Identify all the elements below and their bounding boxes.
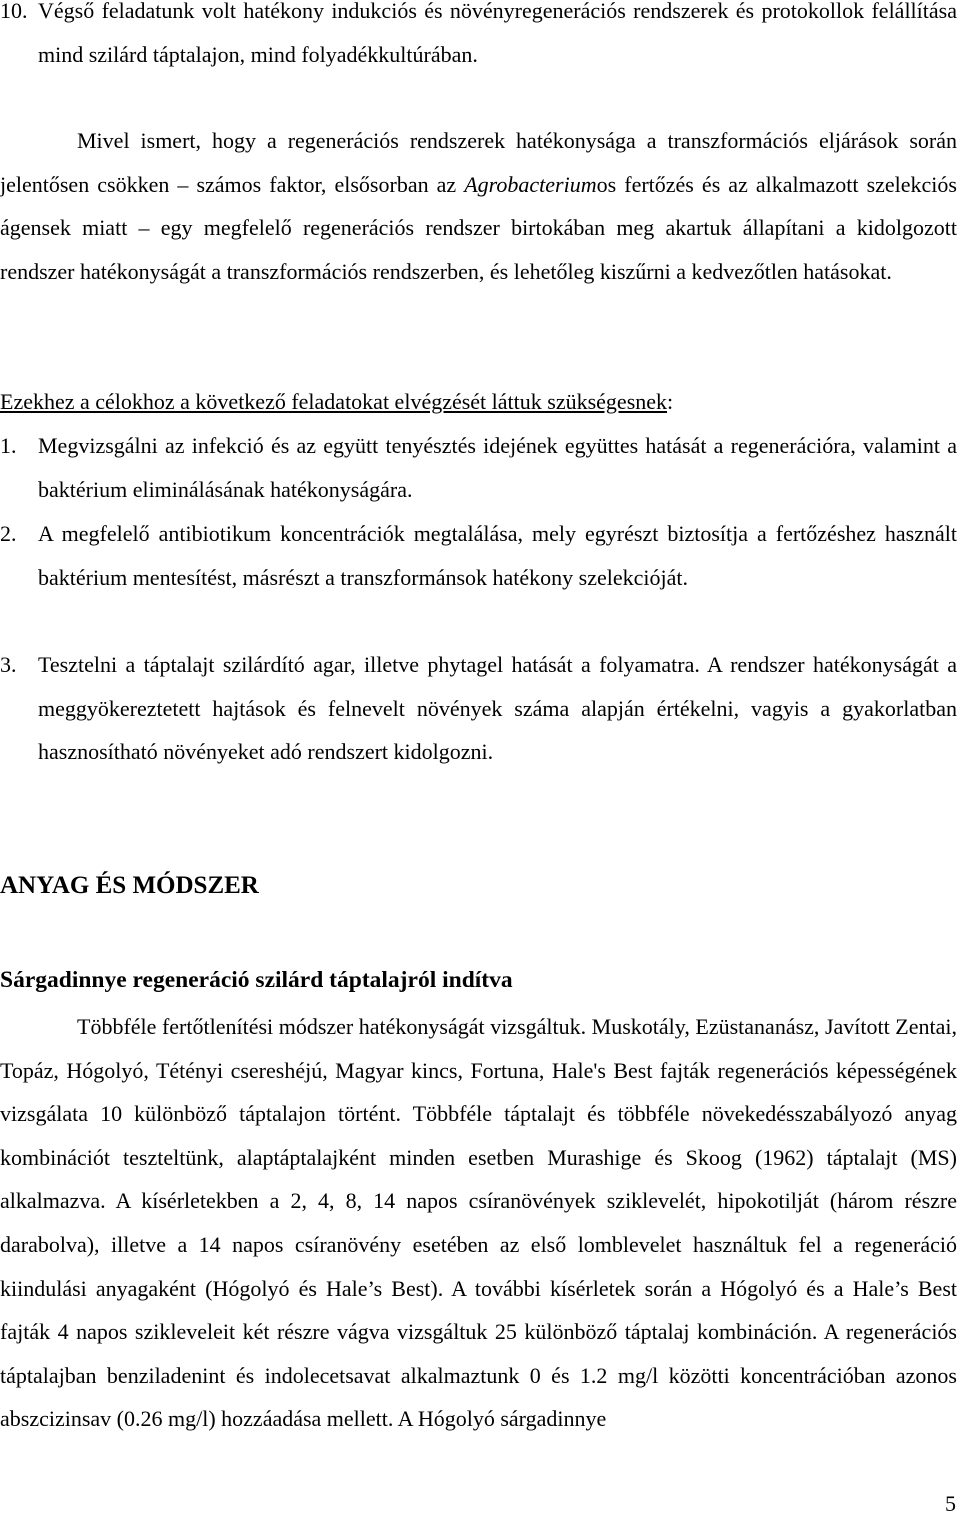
goal-item-2: [0, 512, 957, 599]
goal-number: 3.: [0, 652, 17, 677]
intro-paragraph-text-b: os fertőzés és az alkalmazott szelekciós ágensek miatt – egy megfelelő regenerációs rendszer birtokában meg akartuk állapítani a kidolgozott rendszer hatékonyságát a transzformációs rendszerben, és lehetőleg kiszűrni a kedvezőtlen hatásokat.: [0, 171, 957, 284]
intro-paragraph-italic: Agrobacterium: [464, 171, 597, 197]
list-item-text: Végső feladatunk volt hatékony indukciós és növényregenerációs rendszerek és protokollok felállítása mind szilárd táptalajon, mind folyadékkultúrában.: [38, 0, 957, 67]
goal-text: A megfelelő antibiotikum koncentrációk megtalálása, mely egyrészt biztosítja a fertőzéshez használt baktérium mentesítést, másrészt a transzformánsok hatékony szelekcióját.: [38, 521, 957, 590]
goal-text: Megvizsgálni az infekció és az együtt tenyésztés idejének együttes hatását a regenerációra, valamint a baktérium eliminálásának hatékonyságára.: [38, 433, 957, 502]
methods-paragraph: Többféle fertőtlenítési módszer hatékonyságát vizsgáltuk. Muskotály, Ezüstananász, Javított Zentai, Topáz, Hógolyó, Tétényi csereshéjú, Magyar kincs, Fortuna, Hale's Best fajták regenerációs képességének vizsgálata 10 különböző táptalajon történt. Többféle táptalajt és többféle növekedésszabályozó anyag kombinációt teszteltünk, alaptáptalajként minden esetben Murashige és Skoog (1962) táptalajt (MS) alkalmazva. A kísérletekben a 2, 4, 8, 14 napos csíranövények sziklevelét, hipokotilját (három részre darabolva), illetve a 14 napos csíranövény esetében az első lomblevelet használtuk fel a regeneráció kiindulási anyagaként (Hógolyó és Hale’s Best). A további kísérletek során a Hógolyó és a Hale’s Best fajták 4 napos szikleveleit két részre vágva vizsgáltuk 25 különböző táptalaj kombináción. A regenerációs táptalajban benziladenint és indolecetsavat alkalmaztunk 0 és 1.2 mg/l közötti koncentrációban azonos abszcizinsav (0.26 mg/l) hozzáadása mellett. A Hógolyó sárgadinnye: [0, 1014, 957, 1432]
goal-number: 1.: [0, 433, 17, 458]
goal-item-3: [0, 643, 957, 774]
goals-intro-colon: :: [667, 389, 674, 414]
page-number: 5: [945, 1491, 956, 1516]
section-heading: ANYAG ÉS MÓDSZER: [0, 872, 259, 899]
list-item-10: [0, 0, 957, 76]
list-item-number: 10.: [0, 0, 28, 23]
goal-number: 2.: [0, 521, 17, 546]
goals-intro: [0, 380, 957, 424]
intro-paragraph: [0, 119, 957, 293]
goal-item-1: [0, 424, 957, 511]
intro-paragraph-text-a: Mivel ismert, hogy a regenerációs rendszerek hatékonysága a transzformációs eljárások során jelentősen csökken – számos faktor, elsősorban az: [0, 128, 957, 197]
goal-text: Tesztelni a táptalajt szilárdító agar, illetve phytagel hatását a folyamatra. A rendszer hatékonyságát a meggyökereztetett hajtások és felnevelt növények száma alapján értékelni, vagyis a gyakorlatban hasznosítható növényeket adó rendszert kidolgozni.: [38, 652, 957, 765]
subsection-heading: Sárgadinnye regeneráció szilárd táptalajról indítva: [0, 967, 513, 993]
goals-intro-underlined: Ezekhez a célokhoz a következő feladatokat elvégzését láttuk szükségesnek: [0, 389, 668, 414]
